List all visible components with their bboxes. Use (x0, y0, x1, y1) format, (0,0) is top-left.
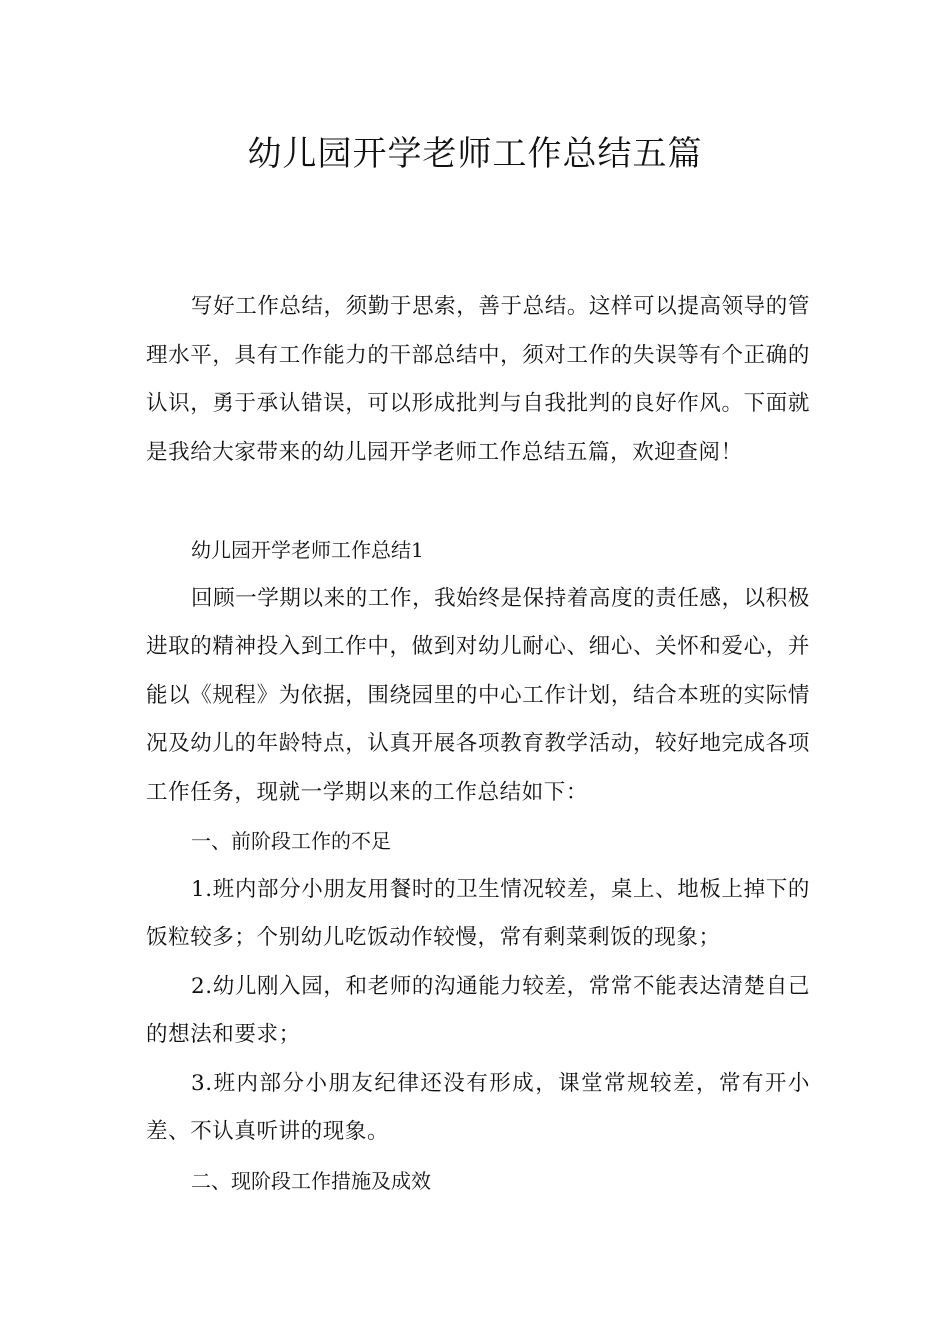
list-item-2: 2.幼儿刚入园，和老师的沟通能力较差，常常不能表达清楚自己的想法和要求； (146, 973, 810, 1047)
document-title: 幼儿园开学老师工作总结五篇 (247, 134, 703, 174)
paragraph-gap (146, 477, 810, 526)
section1-paragraph: 回顾一学期以来的工作，我始终是保持着高度的责任感，以积极进取的精神投入到工作中，做到对幼儿耐心、细心、关怀和爱心，并能以《规程》为依据，围绕园里的中心工作计划，结合本班的实际情况及幼儿的年龄特点，认真开展各项教育教学活动，较好地完成各项工作任务，现就一学期以来的工作总结如下： (146, 585, 810, 805)
list-item-3: 3.班内部分小朋友纪律还没有形成，课堂常规较差，常有开小差、不认真听讲的现象。 (146, 1070, 810, 1144)
section-heading-1: 幼儿园开学老师工作总结1 (191, 538, 424, 562)
part-heading-1: 一、前阶段工作的不足 (191, 829, 391, 853)
part-heading-2: 二、现阶段工作措施及成效 (191, 1168, 431, 1193)
list-item-1: 1.班内部分小朋友用餐时的卫生情况较差，桌上、地板上掉下的饭粒较多；个别幼儿吃饭动作较慢，常有剩菜剩饭的现象； (146, 876, 810, 950)
document-body (146, 283, 810, 1205)
intro-paragraph: 写好工作总结，须勤于思索，善于总结。这样可以提高领导的管理水平，具有工作能力的干部总结中，须对工作的失误等有个正确的认识，勇于承认错误，可以形成批判与自我批判的良好作风。下面就是我给大家带来的幼儿园开学老师工作总结五篇，欢迎查阅！ (146, 294, 810, 465)
